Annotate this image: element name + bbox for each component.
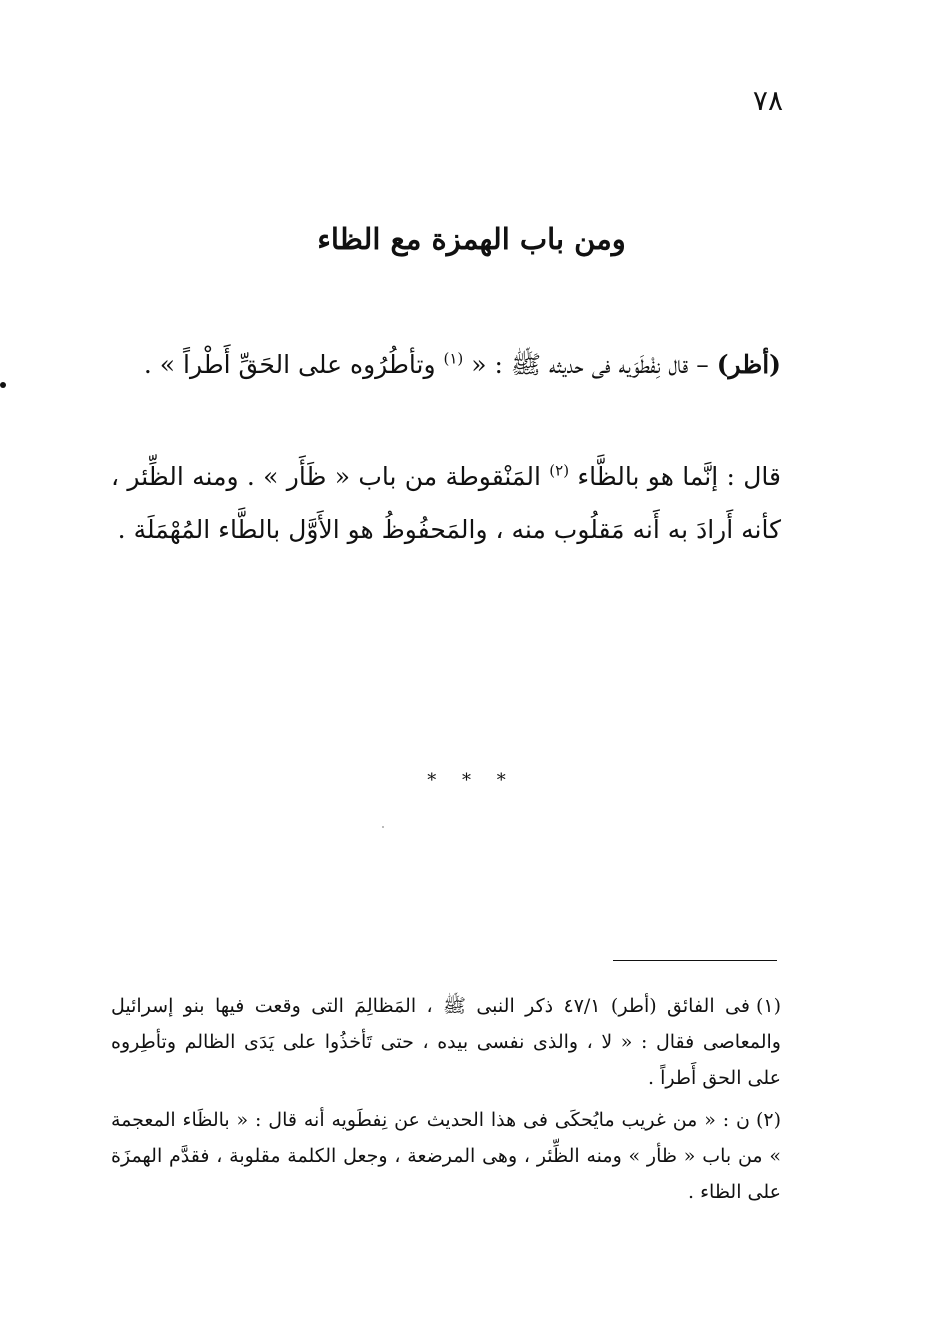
entry-paragraph-2 <box>111 450 781 556</box>
footnote-1 <box>111 988 781 1096</box>
page-number: ٧٨ <box>752 84 783 117</box>
page-speck <box>382 826 384 828</box>
footnote-ref-1: (١) <box>443 349 464 368</box>
entry-headword: (أظر) <box>716 350 781 379</box>
entry-paragraph-1 <box>111 338 781 391</box>
margin-mark <box>0 382 6 388</box>
entry-2-text-b: المَنْقوطة من باب « ظَأَر » . ومنه الظِّئر ، كأنه أَرادَ به أَنه مَقلُوب منه ، والمَحفُوظُ هو الأَوَّل بالطَّاء المُهْمَلَة . <box>111 462 781 544</box>
footnote-1-text: فى الفائق (أطر) ٤٧/١ ذكر النبى ﷺ ، المَظالِمَ التى وقعت فيها بنو إسرائيل والمعاصى فقال : « لا ، والذى نفسى بيده ، حتى تَأخذُوا على يَدَى الظالم وتأطِروه على الحق أَطراً . <box>111 995 781 1089</box>
footnotes <box>111 988 781 1216</box>
entry-1-text-b: وتأطُرُوه على الحَقِّ أَطْراً » . <box>143 350 444 379</box>
footnote-ref-2: (٢) <box>549 461 570 480</box>
entry-2-text-a: قال : إنَّما هو بالظَّاء <box>569 462 781 491</box>
footnote-2-text: ن : « من غريب مايُحكَى فى هذا الحديث عن نِفطَويه أنه قال : « بالظَاء المعجمة » من باب « ظأر » ومنه الظِّئر ، وهى المرضعة ، وجعل الكلمة مقلوبة ، فقدَّم الهمزَة على الظاء . <box>111 1109 781 1203</box>
footnote-2-number: (٢) <box>755 1109 781 1131</box>
entry-1-text-a: – قال نِفْطَوَيه فى حديثه ﷺ : « <box>463 350 717 379</box>
footnote-2 <box>111 1102 781 1210</box>
section-title: ومن باب الهمزة مع الظاء <box>317 222 626 256</box>
footnote-1-number: (١) <box>755 995 781 1017</box>
footnote-rule <box>613 960 777 961</box>
section-separator: * * * <box>427 770 516 791</box>
